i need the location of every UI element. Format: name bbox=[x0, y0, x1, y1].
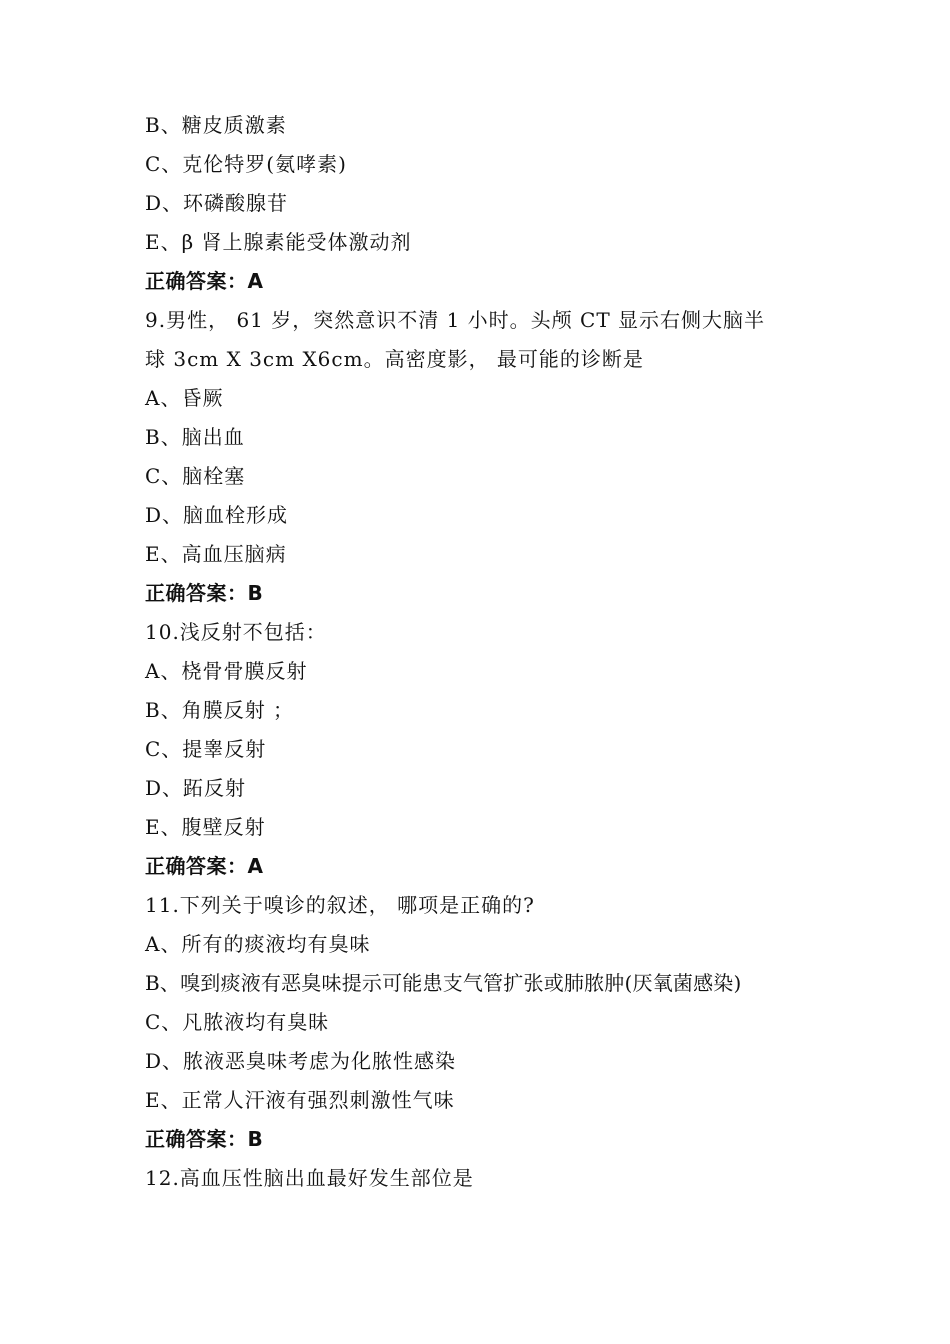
q11-option-d: D、脓液恶臭味考虑为化脓性感染 bbox=[145, 1049, 457, 1073]
q9-option-d: D、脑血栓形成 bbox=[145, 503, 289, 527]
q10-option-c: C、提睾反射 bbox=[145, 737, 267, 761]
q8-option-b: B、糖皮质激素 bbox=[145, 113, 287, 137]
q9-option-b: B、脑出血 bbox=[145, 425, 245, 449]
q10-stem: 10.浅反射不包括： bbox=[145, 620, 327, 644]
q8-option-d: D、环磷酸腺苷 bbox=[145, 191, 289, 215]
q9-stem-line1: 9.男性， 61 岁，突然意识不清 1 小时。头颅 CT 显示右侧大脑半 bbox=[145, 308, 766, 332]
q11-option-b: B、嗅到痰液有恶臭味提示可能患支气管扩张或肺脓肿(厌氧菌感染) bbox=[145, 971, 742, 995]
q11-option-e: E、正常人汗液有强烈刺激性气味 bbox=[145, 1088, 455, 1112]
q9-answer: 正确答案：B bbox=[145, 581, 264, 605]
q8-option-e: E、β 肾上腺素能受体激动剂 bbox=[145, 230, 412, 254]
q11-answer: 正确答案：B bbox=[145, 1127, 264, 1151]
q10-option-a: A、桡骨骨膜反射 bbox=[145, 659, 308, 683]
q8-option-c: C、克伦特罗(氨哮素) bbox=[145, 152, 347, 176]
q9-option-e: E、高血压脑病 bbox=[145, 542, 287, 566]
q9-option-c: C、脑栓塞 bbox=[145, 464, 246, 488]
q8-answer: 正确答案：A bbox=[145, 269, 264, 293]
q10-option-e: E、腹壁反射 bbox=[145, 815, 266, 839]
q12-stem: 12.高血压性脑出血最好发生部位是 bbox=[145, 1166, 474, 1190]
q10-option-d: D、跖反射 bbox=[145, 776, 247, 800]
q11-option-a: A、所有的痰液均有臭味 bbox=[145, 932, 371, 956]
q11-stem: 11.下列关于嗅诊的叙述， 哪项是正确的? bbox=[145, 893, 535, 917]
q10-answer: 正确答案：A bbox=[145, 854, 264, 878]
q9-stem-line2: 球 3cm X 3cm X6cm。高密度影， 最可能的诊断是 bbox=[145, 347, 644, 371]
q10-option-b: B、角膜反射 ； bbox=[145, 698, 295, 722]
q11-option-c: C、凡脓液均有臭昧 bbox=[145, 1010, 330, 1034]
q9-option-a: A、昏厥 bbox=[145, 386, 224, 410]
